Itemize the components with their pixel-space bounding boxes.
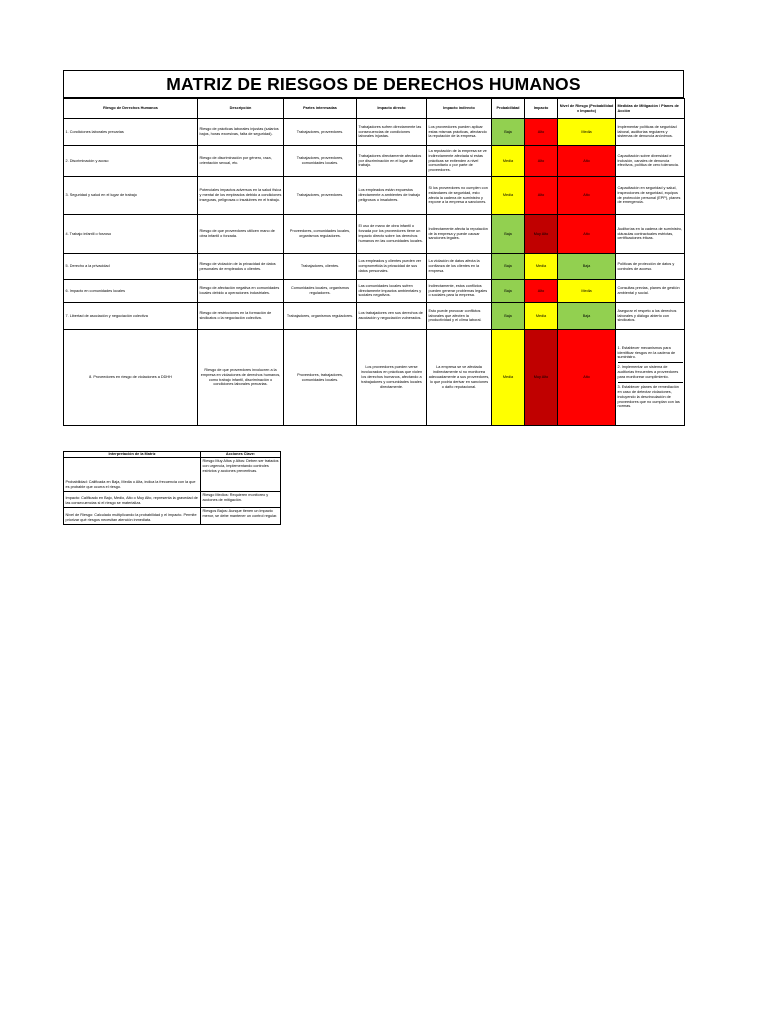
risk-level-cell: Alto bbox=[558, 146, 616, 177]
table-row bbox=[64, 254, 685, 280]
direct-impact-cell: Los proveedores pueden verse involucrados en prácticas que violen los derechos humanos, afectando a trabajadores y comunidades locales directamente. bbox=[357, 330, 427, 426]
risk-level-cell: Media bbox=[558, 280, 616, 303]
risk-name-cell: 5. Derecho a la privacidad bbox=[64, 254, 198, 280]
impact-cell: Media bbox=[525, 303, 558, 330]
description-cell: Potenciales impactos adversos en la salud física y mental de los empleados debido a condiciones inseguras, peligrosas o insalubres en el trabajo. bbox=[198, 177, 284, 215]
mitigation-cell: Políticas de protección de datos y controles de acceso. bbox=[616, 254, 685, 280]
impact-cell: Alto bbox=[525, 119, 558, 146]
legend bbox=[63, 451, 280, 525]
mitigation-item: 2. Implementar un sistema de auditorías frecuentes a proveedores para monitorear cumplimiento. bbox=[618, 362, 683, 382]
impact-cell: Alto bbox=[525, 177, 558, 215]
mitigation-cell: Asegurar el respeto a los derechos laborales y diálogo abierto con sindicatos. bbox=[616, 303, 685, 330]
stakeholders-cell: Trabajadores, proveedores. bbox=[284, 119, 357, 146]
mitigation-cell: Capacitación en seguridad y salud, inspecciones de seguridad, equipos de protección personal (EPP), planes de emergencia. bbox=[616, 177, 685, 215]
risk-level-cell: Alto bbox=[558, 177, 616, 215]
risk-level-cell: Baja bbox=[558, 303, 616, 330]
indirect-impact-cell: Indirectamente afecta la reputación de la empresa y puede causar sanciones legales. bbox=[427, 215, 492, 254]
header-impacto-indirecto: Impacto indirecto bbox=[427, 99, 492, 119]
header-mitigacion: Medidas de Mitigación / Planes de Acción bbox=[616, 99, 685, 119]
mitigation-item: 1. Establecer mecanismos para identificar riesgos en la cadena de suministro. bbox=[617, 345, 676, 360]
stakeholders-cell: Comunidades locales, organismos reguladores. bbox=[284, 280, 357, 303]
probability-cell: Baja bbox=[492, 303, 525, 330]
risk-name-cell: 2. Discriminación y acoso bbox=[64, 146, 198, 177]
description-cell: Riesgo de discriminación por género, raza, orientación sexual, etc. bbox=[198, 146, 284, 177]
impact-cell: Media bbox=[525, 254, 558, 280]
indirect-impact-cell: Indirectamente, estos conflictos pueden generar problemas legales o sociales para la empresa. bbox=[427, 280, 492, 303]
table-row bbox=[64, 303, 685, 330]
table-row bbox=[64, 215, 685, 254]
risk-name-cell: 3. Seguridad y salud en el lugar de trabajo bbox=[64, 177, 198, 215]
stakeholders-cell: Proveedores, comunidades locales, organismos reguladores. bbox=[284, 215, 357, 254]
impact-cell: Muy Alto bbox=[525, 330, 558, 426]
impact-cell: Muy Alto bbox=[525, 215, 558, 254]
probability-cell: Baja bbox=[492, 254, 525, 280]
risk-name-cell: 6. Impacto en comunidades locales bbox=[64, 280, 198, 303]
direct-impact-cell: Los trabajadores ven sus derechos de asociación y negociación vulnerados. bbox=[357, 303, 427, 330]
legend-action-cell: Riesgo Muy Altos y Altos: Deben ser tratados con urgencia, implementando controles estrictos y acciones preventivas. bbox=[201, 458, 281, 492]
table-row bbox=[64, 330, 685, 426]
description-cell: Riesgo de que proveedores utilicen mano de obra infantil o forzada. bbox=[198, 215, 284, 254]
mitigation-cell: Implementar políticas de seguridad laboral, auditorías regulares y sistemas de denuncia anónimos. bbox=[616, 119, 685, 146]
direct-impact-cell: Las comunidades locales sufren directamente impactos ambientales y sociales negativos. bbox=[357, 280, 427, 303]
indirect-impact-cell: La empresa se ve afectada indirectamente si no monitorea adecuadamente a sus proveedores, lo que podría derivar en sanciones o daño reputacional. bbox=[427, 330, 492, 426]
legend-action-cell: Riesgos Bajos: Aunque tienen un impacto menor, se debe mantener un control regular. bbox=[201, 508, 281, 525]
mitigation-cell bbox=[616, 330, 685, 426]
header-impacto-directo: Impacto directo bbox=[357, 99, 427, 119]
stakeholders-cell: Proveedores, trabajadores, comunidades locales. bbox=[284, 330, 357, 426]
indirect-impact-cell: Los proveedores pueden aplicar estas mismas prácticas, afectando la reputación de la empresa. bbox=[427, 119, 492, 146]
risk-level-cell: Alto bbox=[558, 215, 616, 254]
probability-cell: Baja bbox=[492, 119, 525, 146]
table-header-row bbox=[64, 99, 685, 119]
stakeholders-cell: Trabajadores, clientes. bbox=[284, 254, 357, 280]
legend-header-acciones: Acciones Clave: bbox=[201, 452, 281, 458]
legend-row bbox=[64, 492, 281, 508]
risk-level-cell: Media bbox=[558, 119, 616, 146]
direct-impact-cell: El uso de mano de obra infantil o forzada por los proveedores tiene un impacto directo sobre los derechos humanos en las comunidades locales. bbox=[357, 215, 427, 254]
table-row bbox=[64, 177, 685, 215]
header-partes: Partes interesadas bbox=[284, 99, 357, 119]
risk-level-cell: Baja bbox=[558, 254, 616, 280]
legend-header-interpretacion: Interpretación de la Matriz bbox=[64, 452, 201, 458]
risk-name-cell: 4. Trabajo infantil o forzoso bbox=[64, 215, 198, 254]
description-cell: Riesgo de restricciones en la formación de sindicatos o la negociación colectiva. bbox=[198, 303, 284, 330]
legend-row bbox=[64, 458, 281, 492]
description-cell: Riesgo de violación de la privacidad de datos personales de empleados o clientes. bbox=[198, 254, 284, 280]
header-probabilidad: Probabilidad bbox=[492, 99, 525, 119]
probability-cell: Media bbox=[492, 330, 525, 426]
header-descripcion: Descripción bbox=[198, 99, 284, 119]
probability-cell: Media bbox=[492, 177, 525, 215]
legend-row bbox=[64, 508, 281, 525]
risk-name-cell: 7. Libertad de asociación y negociación colectiva bbox=[64, 303, 198, 330]
description-cell: Riesgo de que proveedores involucren a la empresa en violaciones de derechos humanos, como trabajo infantil, discriminación o condiciones laborales precarias. bbox=[198, 330, 284, 426]
indirect-impact-cell: La reputación de la empresa se ve indirectamente afectada si estas prácticas se extienden a nivel comunitario o por parte de proveedores. bbox=[427, 146, 492, 177]
description-cell: Riesgo de prácticas laborales injustas (salarios bajos, horas excesivas, falta de seguridad). bbox=[198, 119, 284, 146]
stakeholders-cell: Trabajadores, organismos reguladores. bbox=[284, 303, 357, 330]
table-row bbox=[64, 280, 685, 303]
table-row bbox=[64, 146, 685, 177]
risk-level-cell: Alto bbox=[558, 330, 616, 426]
direct-impact-cell: Trabajadores sufren directamente las consecuencias de condiciones laborales injustas. bbox=[357, 119, 427, 146]
direct-impact-cell: Trabajadores directamente afectados por discriminación en el lugar de trabajo. bbox=[357, 146, 427, 177]
header-riesgo: Riesgo de Derechos Humanos bbox=[64, 99, 198, 119]
description-cell: Riesgo de afectación negativa en comunidades locales debido a operaciones industriales. bbox=[198, 280, 284, 303]
risk-name-cell: 8. Proveedores en riesgo de violaciones a DDHH bbox=[64, 330, 198, 426]
header-nivel: Nivel de Riesgo (Probabilidad x Impacto) bbox=[558, 99, 616, 119]
stakeholders-cell: Trabajadores, proveedores. bbox=[284, 177, 357, 215]
stakeholders-cell: Trabajadores, proveedores, comunidades locales. bbox=[284, 146, 357, 177]
page-title: MATRIZ DE RIESGOS DE DERECHOS HUMANOS bbox=[63, 70, 684, 98]
indirect-impact-cell: Esto puede provocar conflictos laborales que afecten la productividad y el clima laboral. bbox=[427, 303, 492, 330]
risk-table bbox=[63, 98, 685, 426]
indirect-impact-cell: La violación de datos afecta la confianza de los clientes en la empresa. bbox=[427, 254, 492, 280]
probability-cell: Baja bbox=[492, 280, 525, 303]
risk-name-cell: 1. Condiciones laborales precarias bbox=[64, 119, 198, 146]
probability-cell: Media bbox=[492, 146, 525, 177]
legend-interpretation-cell: Nivel de Riesgo: Calculado multiplicando la probabilidad y el impacto. Permite priorizar qué riesgos necesitan atención inmediata. bbox=[64, 508, 201, 525]
legend-interpretation-cell: Probabilidad: Calificada en Baja, Media o Alta, indica la frecuencia con la que es probable que ocurra el riesgo. bbox=[64, 458, 201, 492]
risk-matrix bbox=[63, 70, 684, 426]
direct-impact-cell: Los empleados y clientes pueden ver comprometida la privacidad de sus datos personales. bbox=[357, 254, 427, 280]
legend-action-cell: Riesgo Medios: Requieren monitoreo y acciones de mitigación. bbox=[201, 492, 281, 508]
impact-cell: Alto bbox=[525, 280, 558, 303]
direct-impact-cell: Los empleados están expuestos directamente a ambientes de trabajo peligrosos o insalubres. bbox=[357, 177, 427, 215]
mitigation-cell: Capacitación sobre diversidad e inclusión, canales de denuncia efectivos, política de cero tolerancia. bbox=[616, 146, 685, 177]
table-row bbox=[64, 119, 685, 146]
mitigation-cell: Consultas previas, planes de gestión ambiental y social. bbox=[616, 280, 685, 303]
mitigation-item: 3. Establecer planes de remediación en caso de detectar violaciones, incluyendo la desvinculación de proveedores que no cumplan con las normas. bbox=[618, 382, 683, 411]
legend-table bbox=[63, 451, 281, 525]
impact-cell: Alto bbox=[525, 146, 558, 177]
legend-interpretation-cell: Impacto: Calificado en Bajo, Medio, Alto o Muy Alto, representa la gravedad de las consecuencias si el riesgo se materializa. bbox=[64, 492, 201, 508]
indirect-impact-cell: Si los proveedores no cumplen con estándares de seguridad, esto afecta la cadena de suministro y expone a la empresa a sanciones. bbox=[427, 177, 492, 215]
header-impacto: Impacto bbox=[525, 99, 558, 119]
probability-cell: Baja bbox=[492, 215, 525, 254]
mitigation-cell: Auditorías en la cadena de suministro, cláusulas contractuales estrictas, certificaciones éticas. bbox=[616, 215, 685, 254]
